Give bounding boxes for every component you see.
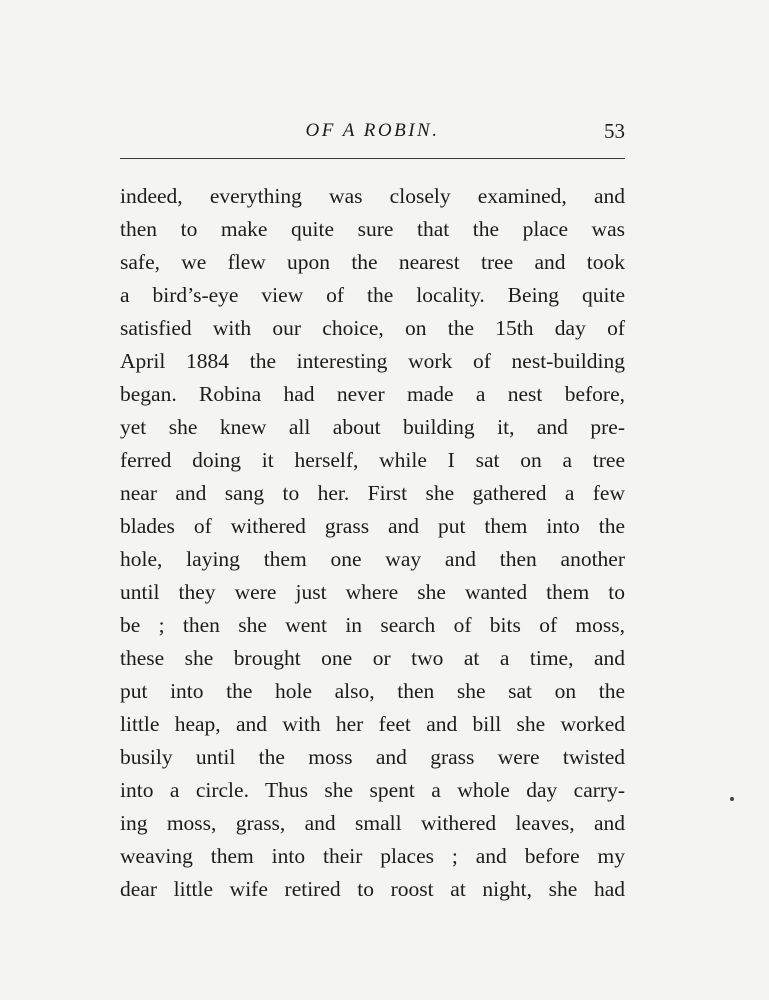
- text-line: put into the hole also, then she sat on the: [120, 679, 625, 703]
- text-line: yet she knew all about building it, and pre-: [120, 415, 625, 439]
- body-text: [120, 180, 625, 906]
- text-line: then to make quite sure that the place was: [120, 217, 625, 241]
- text-line: little heap, and with her feet and bill she worked: [120, 712, 625, 736]
- ink-speck: [730, 797, 734, 801]
- text-line: into a circle. Thus she spent a whole day carry-: [120, 778, 625, 802]
- text-line: a bird’s-eye view of the locality. Being quite: [120, 283, 625, 307]
- text-line: blades of withered grass and put them into the: [120, 514, 625, 538]
- text-line: these she brought one or two at a time, and: [120, 646, 625, 670]
- text-line: hole, laying them one way and then another: [120, 547, 625, 571]
- text-line: weaving them into their places ; and before my: [120, 844, 625, 868]
- text-line: ing moss, grass, and small withered leaves, and: [120, 811, 625, 835]
- running-title: OF A ROBIN.: [305, 120, 440, 141]
- text-line: April 1884 the interesting work of nest-building: [120, 349, 625, 373]
- text-line: near and sang to her. First she gathered a few: [120, 481, 625, 505]
- text-line: satisfied with our choice, on the 15th day of: [120, 316, 625, 340]
- text-line: be ; then she went in search of bits of moss,: [120, 613, 625, 637]
- header-rule: [120, 158, 625, 159]
- text-line: ferred doing it herself, while I sat on a tree: [120, 448, 625, 472]
- page-number: 53: [604, 119, 625, 143]
- text-line: dear little wife retired to roost at night, she had: [120, 877, 625, 901]
- text-line: busily until the moss and grass were twisted: [120, 745, 625, 769]
- text-line: began. Robina had never made a nest before,: [120, 382, 625, 406]
- text-line: safe, we flew upon the nearest tree and took: [120, 250, 625, 274]
- text-line: until they were just where she wanted them to: [120, 580, 625, 604]
- text-line: indeed, everything was closely examined, and: [120, 184, 625, 208]
- running-head: [120, 116, 625, 146]
